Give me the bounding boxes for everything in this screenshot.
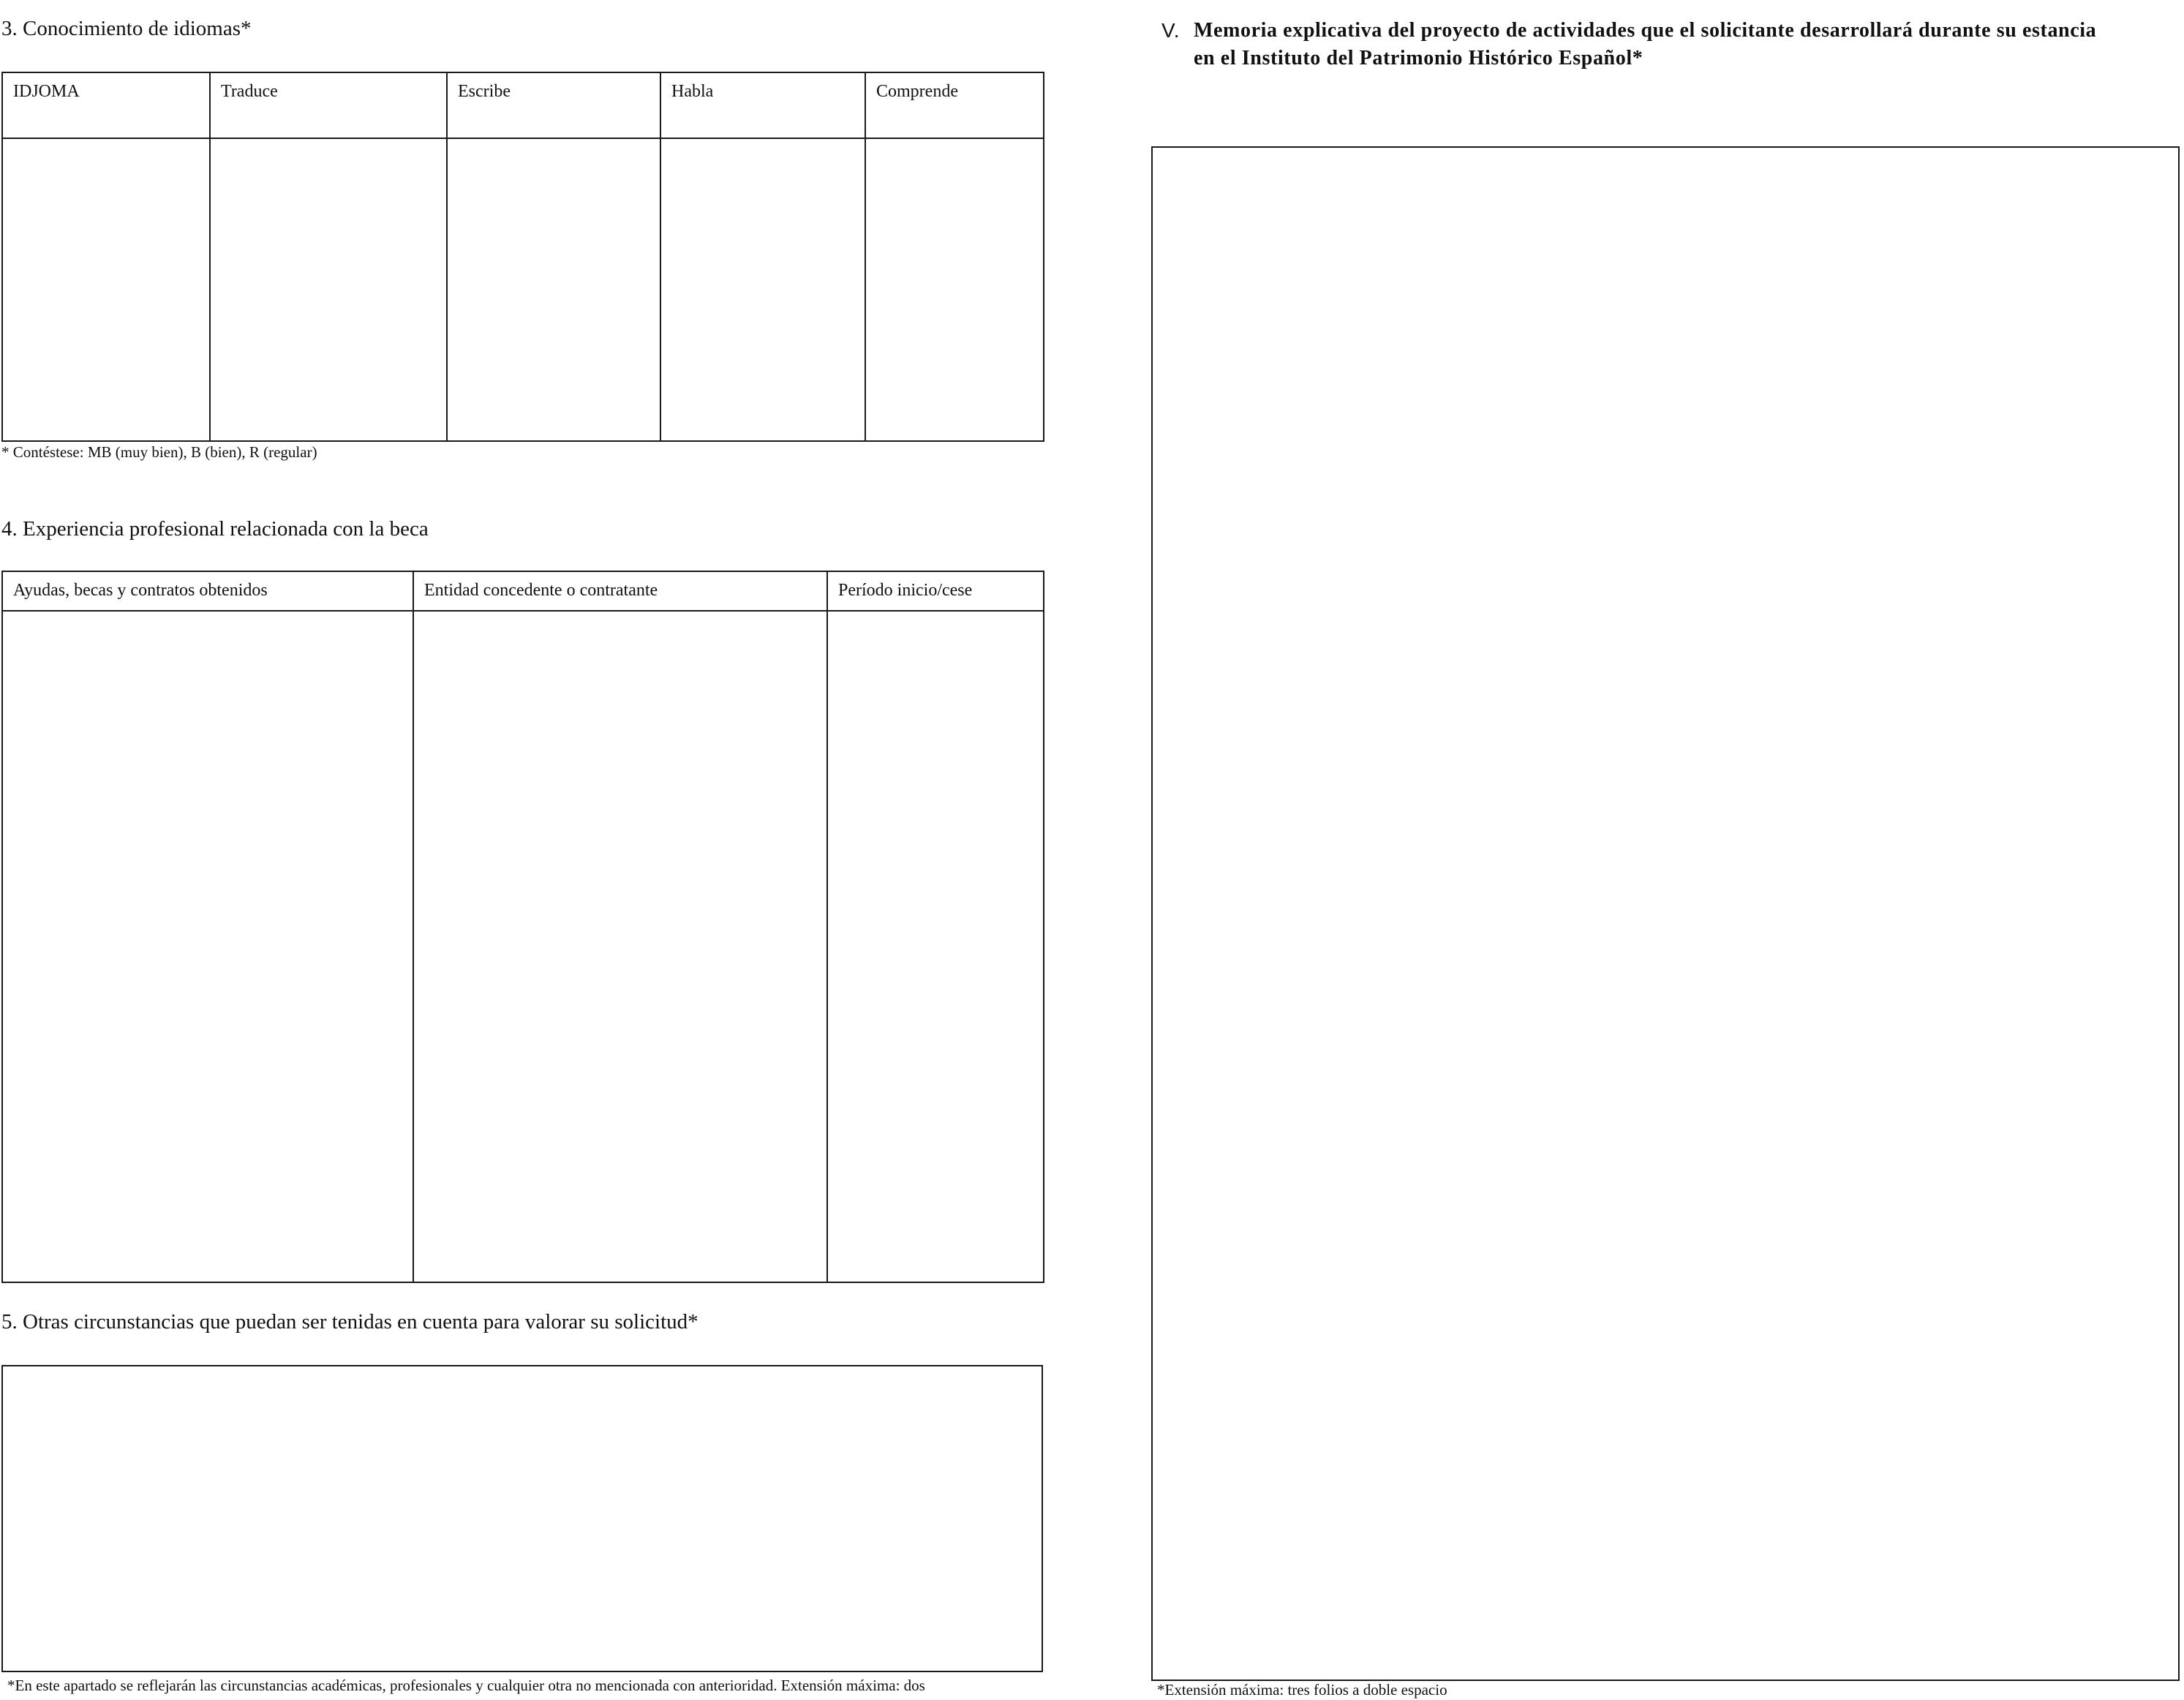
experience-heading: 4. Experiencia profesional relacionada con la beca	[1, 517, 429, 541]
idioma-cell[interactable]	[2, 138, 210, 441]
col-habla: Habla	[660, 72, 865, 138]
experience-table	[1, 571, 1044, 1283]
col-entidad: Entidad concedente o contratante	[413, 571, 827, 611]
memoria-title-line1: Memoria explicativa del proyecto de actividades que el solicitante desarrollará durante su estancia	[1194, 19, 2097, 42]
escribe-cell[interactable]	[447, 138, 660, 441]
col-idioma: IDJOMA	[2, 72, 210, 138]
col-ayudas: Ayudas, becas y contratos obtenidos	[2, 571, 413, 611]
memoria-heading	[1161, 18, 2178, 76]
col-comprende: Comprende	[865, 72, 1044, 138]
other-textbox[interactable]	[1, 1365, 1043, 1672]
languages-heading: 3. Conocimiento de idiomas*	[1, 17, 252, 40]
entidad-cell[interactable]	[413, 611, 827, 1282]
col-escribe: Escribe	[447, 72, 660, 138]
languages-note: * Contéstese: MB (muy bien), B (bien), R (regular)	[1, 443, 317, 461]
traduce-cell[interactable]	[210, 138, 447, 441]
memoria-title-line2: en el Instituto del Patrimonio Histórico Español*	[1194, 47, 1643, 69]
col-periodo: Período inicio/cese	[827, 571, 1044, 611]
comprende-cell[interactable]	[865, 138, 1044, 441]
memoria-number: V.	[1161, 19, 1181, 42]
languages-table	[1, 72, 1044, 442]
ayudas-cell[interactable]	[2, 611, 413, 1282]
habla-cell[interactable]	[660, 138, 865, 441]
memoria-textbox[interactable]	[1151, 146, 2180, 1681]
other-note: *En este apartado se reflejarán las circunstancias académicas, profesionales y cualquier otra no mencionada con anterioridad. Extensión máxima: dos	[7, 1677, 925, 1694]
other-heading: 5. Otras circunstancias que puedan ser tenidas en cuenta para valorar su solicitud*	[1, 1310, 698, 1334]
memoria-note: *Extensión máxima: tres folios a doble espacio	[1157, 1681, 1447, 1699]
col-traduce: Traduce	[210, 72, 447, 138]
periodo-cell[interactable]	[827, 611, 1044, 1282]
